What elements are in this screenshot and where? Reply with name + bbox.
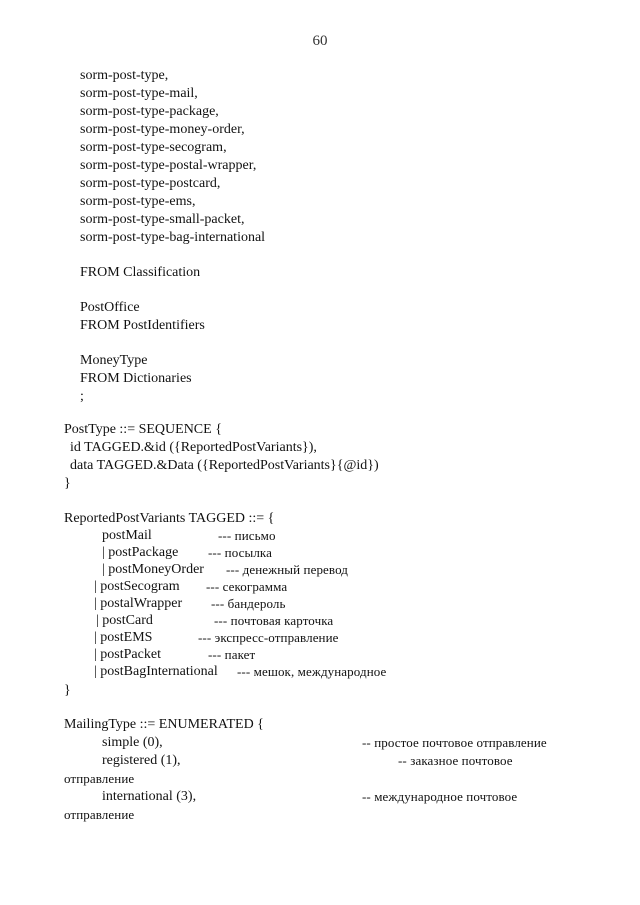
variant-comment: --- бандероль <box>211 596 286 611</box>
from-dictionaries: FROM Dictionaries <box>80 371 192 386</box>
variant-name: | postMoneyOrder <box>102 562 204 577</box>
variant-name: | postalWrapper <box>94 596 183 611</box>
page-number: 60 <box>312 33 328 49</box>
import-line: sorm-post-type-small-packet, <box>80 212 245 227</box>
import-line: sorm-post-type-postcard, <box>80 176 221 191</box>
mailing-simple-comment: -- простое почтовое отправление <box>362 735 547 750</box>
post-type-header: PostType ::= SEQUENCE { <box>64 422 222 437</box>
mailing-international-comment: -- международное почтовое <box>362 789 518 804</box>
import-line: sorm-post-type-package, <box>80 104 219 119</box>
import-line: sorm-post-type-bag-international <box>80 230 266 245</box>
post-type-data-line: data TAGGED.&Data ({ReportedPostVariants}{@id}) <box>70 458 379 473</box>
variant-name: postMail <box>102 528 152 543</box>
import-line: sorm-post-type-mail, <box>80 86 198 101</box>
import-line: sorm-post-type-postal-wrapper, <box>80 158 257 173</box>
mailing-international: international (3), <box>102 789 197 804</box>
variant-comment: --- секограмма <box>206 579 288 594</box>
variant-comment: --- посылка <box>208 545 272 560</box>
variant-name: | postSecogram <box>94 579 180 594</box>
reported-variants-header: ReportedPostVariants TAGGED ::= { <box>64 511 275 526</box>
variant-comment: --- мешок, международное <box>237 664 387 679</box>
money-type-import: MoneyType <box>80 353 148 368</box>
semicolon: ; <box>80 389 84 404</box>
import-line: sorm-post-type, <box>80 68 169 83</box>
from-classification: FROM Classification <box>80 265 201 280</box>
variant-name: | postPacket <box>94 647 161 662</box>
variant-comment: --- денежный перевод <box>226 562 349 577</box>
import-line: sorm-post-type-money-order, <box>80 122 245 137</box>
import-line: sorm-post-type-ems, <box>80 194 196 209</box>
post-office-import: PostOffice <box>80 300 140 315</box>
variant-comment: --- экспресс-отправление <box>198 630 339 645</box>
variant-name: | postCard <box>96 613 153 628</box>
variant-comment: --- пакет <box>208 647 256 662</box>
mailing-wrap-line: отправление <box>64 807 135 822</box>
mailing-wrap-line: отправление <box>64 771 135 786</box>
mailing-type-header: MailingType ::= ENUMERATED { <box>64 717 264 732</box>
mailing-simple: simple (0), <box>102 735 163 750</box>
variant-comment: --- письмо <box>218 528 276 543</box>
post-type-id-line: id TAGGED.&id ({ReportedPostVariants}), <box>70 440 317 455</box>
variant-name: | postEMS <box>94 630 153 645</box>
variant-name: | postPackage <box>102 545 179 560</box>
variant-comment: --- почтовая карточка <box>214 613 334 628</box>
from-post-identifiers: FROM PostIdentifiers <box>80 318 205 333</box>
variant-name: | postBagInternational <box>94 664 218 679</box>
import-line: sorm-post-type-secogram, <box>80 140 227 155</box>
post-type-close: } <box>64 476 71 491</box>
mailing-registered: registered (1), <box>102 753 181 768</box>
mailing-registered-comment: -- заказное почтовое <box>398 753 513 768</box>
reported-variants-close: } <box>64 683 71 698</box>
